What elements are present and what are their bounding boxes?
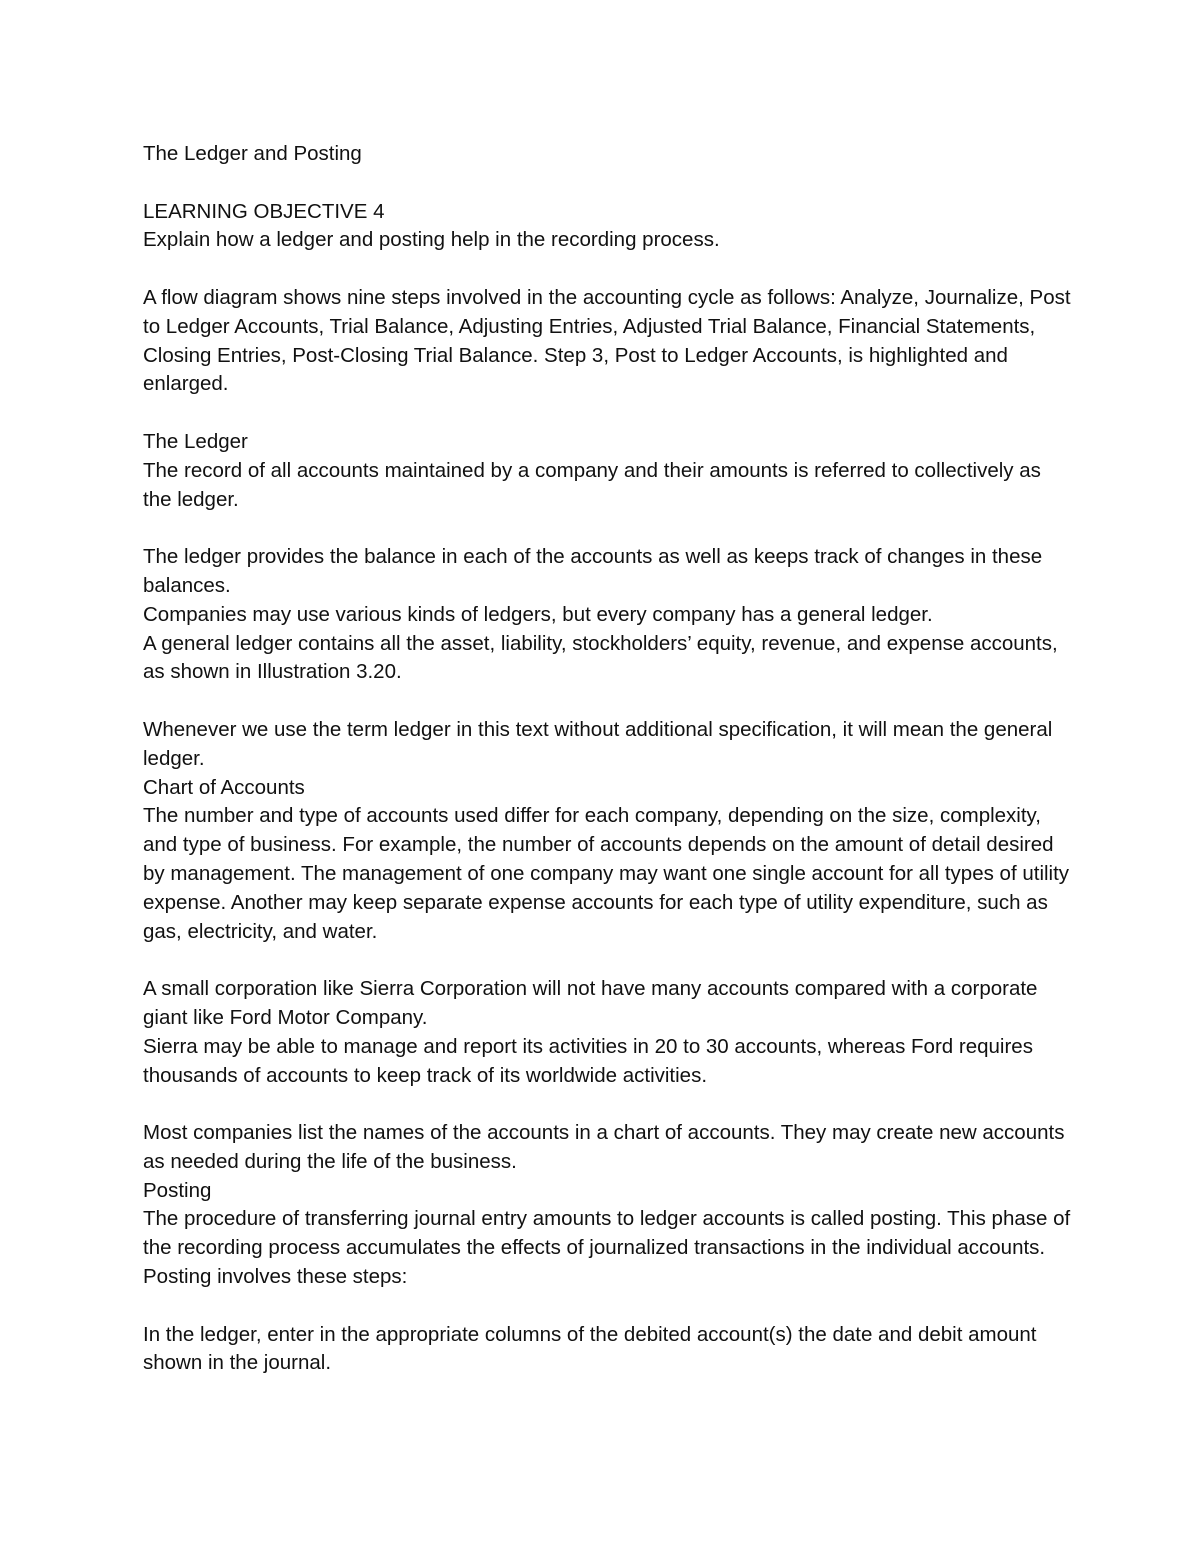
spacer xyxy=(143,946,1073,975)
spacer xyxy=(143,399,1073,428)
spacer xyxy=(143,687,1073,716)
learning-objective-text: Explain how a ledger and posting help in the recording process. xyxy=(143,228,720,252)
spacer xyxy=(143,1292,1073,1321)
chart-of-accounts-heading: Chart of Accounts xyxy=(143,775,305,799)
posting-paragraph: The procedure of transferring journal entry amounts to ledger accounts is called posting. This phase of the recording process accumulates the effects of journalized transactions in the individual accounts. Posting involves these steps: xyxy=(143,1207,1071,1289)
flow-diagram-description: A flow diagram shows nine steps involved in the accounting cycle as follows: Analyze, Journalize, Post to Ledger Accounts, Trial Balance, Adjusting Entries, Adjusted Trial Balance, Financial Statements, Closing Entries, Post-Closing Trial Balance. Step 3, Post to Ledger Accounts, is highlighted and enlarged. xyxy=(143,285,1071,396)
ledger-heading: The Ledger xyxy=(143,429,248,453)
ledger-paragraph: The ledger provides the balance in each of the accounts as well as keeps track of changes in these balances. xyxy=(143,545,1043,597)
learning-objective-label: LEARNING OBJECTIVE 4 xyxy=(143,199,385,223)
ledger-paragraph: Companies may use various kinds of ledgers, but every company has a general ledger. xyxy=(143,602,933,626)
ledger-paragraph: A general ledger contains all the asset, liability, stockholders’ equity, revenue, and expense accounts, as shown in Illustration 3.20. xyxy=(143,631,1058,684)
ledger-paragraph: Whenever we use the term ledger in this text without additional specification, it will mean the general ledger. xyxy=(143,717,1053,770)
posting-heading: Posting xyxy=(143,1178,212,1202)
chart-paragraph: The number and type of accounts used differ for each company, depending on the size, complexity, and type of business. For example, the number of accounts depends on the amount of detail desired by management. The management of one company may want one single account for all types of utility expense. Another may keep separate expense accounts for each type of utility expenditure, such as gas, electricity, and water. xyxy=(143,804,1070,943)
chart-paragraph: Most companies list the names of the accounts in a chart of accounts. They may create new accounts as needed during the life of the business. xyxy=(143,1121,1065,1173)
chart-paragraph: Sierra may be able to manage and report its activities in 20 to 30 accounts, whereas Ford requires thousands of accounts to keep track of its worldwide activities. xyxy=(143,1034,1033,1087)
chart-paragraph: A small corporation like Sierra Corporation will not have many accounts compared with a corporate giant like Ford Motor Company. xyxy=(143,977,1038,1029)
document-page xyxy=(143,140,1073,1378)
ledger-definition: The record of all accounts maintained by a company and their amounts is referred to collectively as the ledger. xyxy=(143,458,1041,511)
spacer xyxy=(143,255,1073,284)
document-title: The Ledger and Posting xyxy=(143,142,362,165)
spacer xyxy=(143,514,1073,543)
spacer xyxy=(143,169,1073,198)
spacer xyxy=(143,1090,1073,1119)
posting-paragraph: In the ledger, enter in the appropriate columns of the debited account(s) the date and debit amount shown in the journal. xyxy=(143,1322,1037,1375)
